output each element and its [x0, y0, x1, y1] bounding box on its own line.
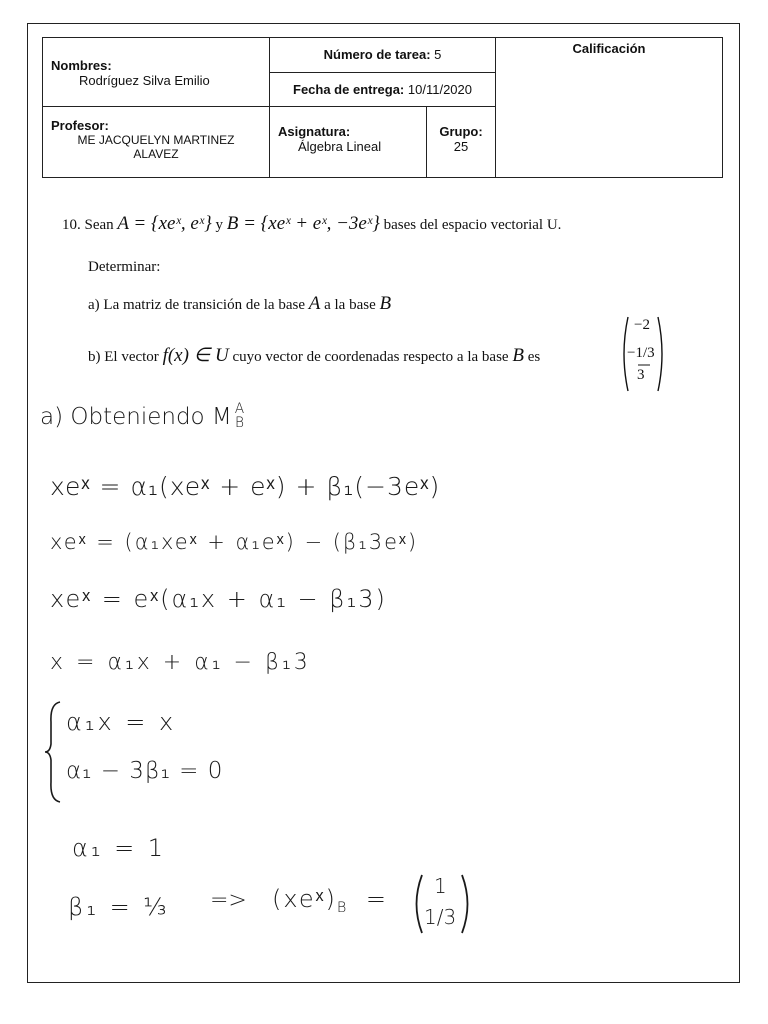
profesor-cell: [43, 107, 270, 178]
hand-equation-3: xeˣ = eˣ(α₁x + α₁ − β₁3): [50, 585, 387, 613]
nombres-cell: [43, 38, 270, 107]
coordinates-sub: B: [336, 900, 349, 917]
item-a-text-2: a la base: [324, 297, 376, 313]
grupo-label: Grupo:: [439, 124, 483, 139]
hand-equation-4: x = α₁x + α₁ − β₁3: [50, 650, 311, 675]
hand-equation-2: xeˣ = (α₁xeˣ + α₁eˣ) − (β₁3eˣ): [50, 530, 419, 554]
transition-matrix-indices: [235, 403, 244, 431]
implies-arrow: =>: [210, 888, 247, 913]
nombres-value: Rodríguez Silva Emilio: [79, 73, 210, 88]
tarea-value: 5: [434, 47, 442, 62]
fecha-label: Fecha de entrega:: [293, 82, 405, 97]
item-b-es: es: [527, 349, 541, 365]
matrix-sup: A: [234, 401, 245, 417]
grupo-value: 25: [453, 139, 469, 154]
grupo-cell: [427, 107, 496, 178]
fecha-value: 10/11/2020: [407, 82, 472, 97]
item-a: [88, 293, 391, 315]
calificacion-cell: [496, 38, 723, 178]
coordinates-eq: =: [365, 885, 389, 913]
tarea-label: Número de tarea:: [323, 47, 431, 62]
result-vector-top: 1: [434, 874, 447, 898]
nombres-label: Nombres:: [51, 58, 112, 73]
item-a-text-1: a) La matriz de transición de la base: [88, 297, 305, 313]
problem-statement: [62, 213, 561, 235]
coordinate-vector: [620, 315, 666, 393]
item-b-basis: B: [512, 345, 524, 366]
header-table: [42, 37, 723, 178]
coordinates-label: [272, 885, 388, 916]
determinar-label: Determinar:: [88, 259, 161, 275]
fecha-cell: [270, 73, 496, 107]
item-b-text-2: cuyo vector de coordenadas respecto a la base: [232, 349, 509, 365]
result-alpha: α₁ = 1: [72, 834, 167, 862]
result-vector-bottom: 1/3: [424, 905, 457, 929]
calificacion-label: Calificación: [572, 41, 646, 56]
asignatura-value: Álgebra Lineal: [298, 139, 382, 154]
heading-text: a) Obteniendo M: [40, 404, 232, 431]
problem-number: 10. Sean: [62, 217, 114, 233]
item-a-basis-b: B: [379, 293, 392, 314]
vector-entry-1: −2: [634, 317, 650, 333]
hand-equation-1: xeˣ = α₁(xeˣ + eˣ) + β₁(−3eˣ): [50, 472, 441, 501]
profesor-value-1: ME JACQUELYN MARTINEZ: [77, 133, 235, 147]
system-equation-2: α₁ − 3β₁ = 0: [66, 758, 224, 784]
system-equation-1: α₁x = x: [66, 708, 177, 736]
item-b-text-1: b) El vector: [88, 349, 159, 365]
item-b-function: f(x) ∈ U: [162, 345, 229, 366]
problem-y: y: [215, 217, 223, 233]
asignatura-label: Asignatura:: [278, 124, 351, 139]
asignatura-cell: [270, 107, 427, 178]
set-a: A = {xeˣ, eˣ}: [117, 213, 212, 234]
system-brace: [44, 700, 64, 804]
profesor-value-2: ALAVEZ: [133, 147, 179, 161]
tarea-cell: [270, 38, 496, 73]
coordinates-expr: (xeˣ): [272, 885, 337, 913]
item-a-basis-a: A: [308, 293, 321, 314]
set-b: B = {xeˣ + eˣ, −3eˣ}: [226, 213, 380, 234]
item-b: [88, 344, 540, 367]
matrix-sub: B: [234, 414, 245, 431]
vector-entry-2: −1/3: [627, 345, 655, 361]
handwritten-heading: [40, 403, 244, 431]
profesor-label: Profesor:: [51, 118, 109, 133]
result-beta: β₁ = ⅓: [68, 893, 170, 921]
vector-entry-3: 3: [637, 367, 645, 383]
problem-tail: bases del espacio vectorial U.: [383, 217, 562, 233]
